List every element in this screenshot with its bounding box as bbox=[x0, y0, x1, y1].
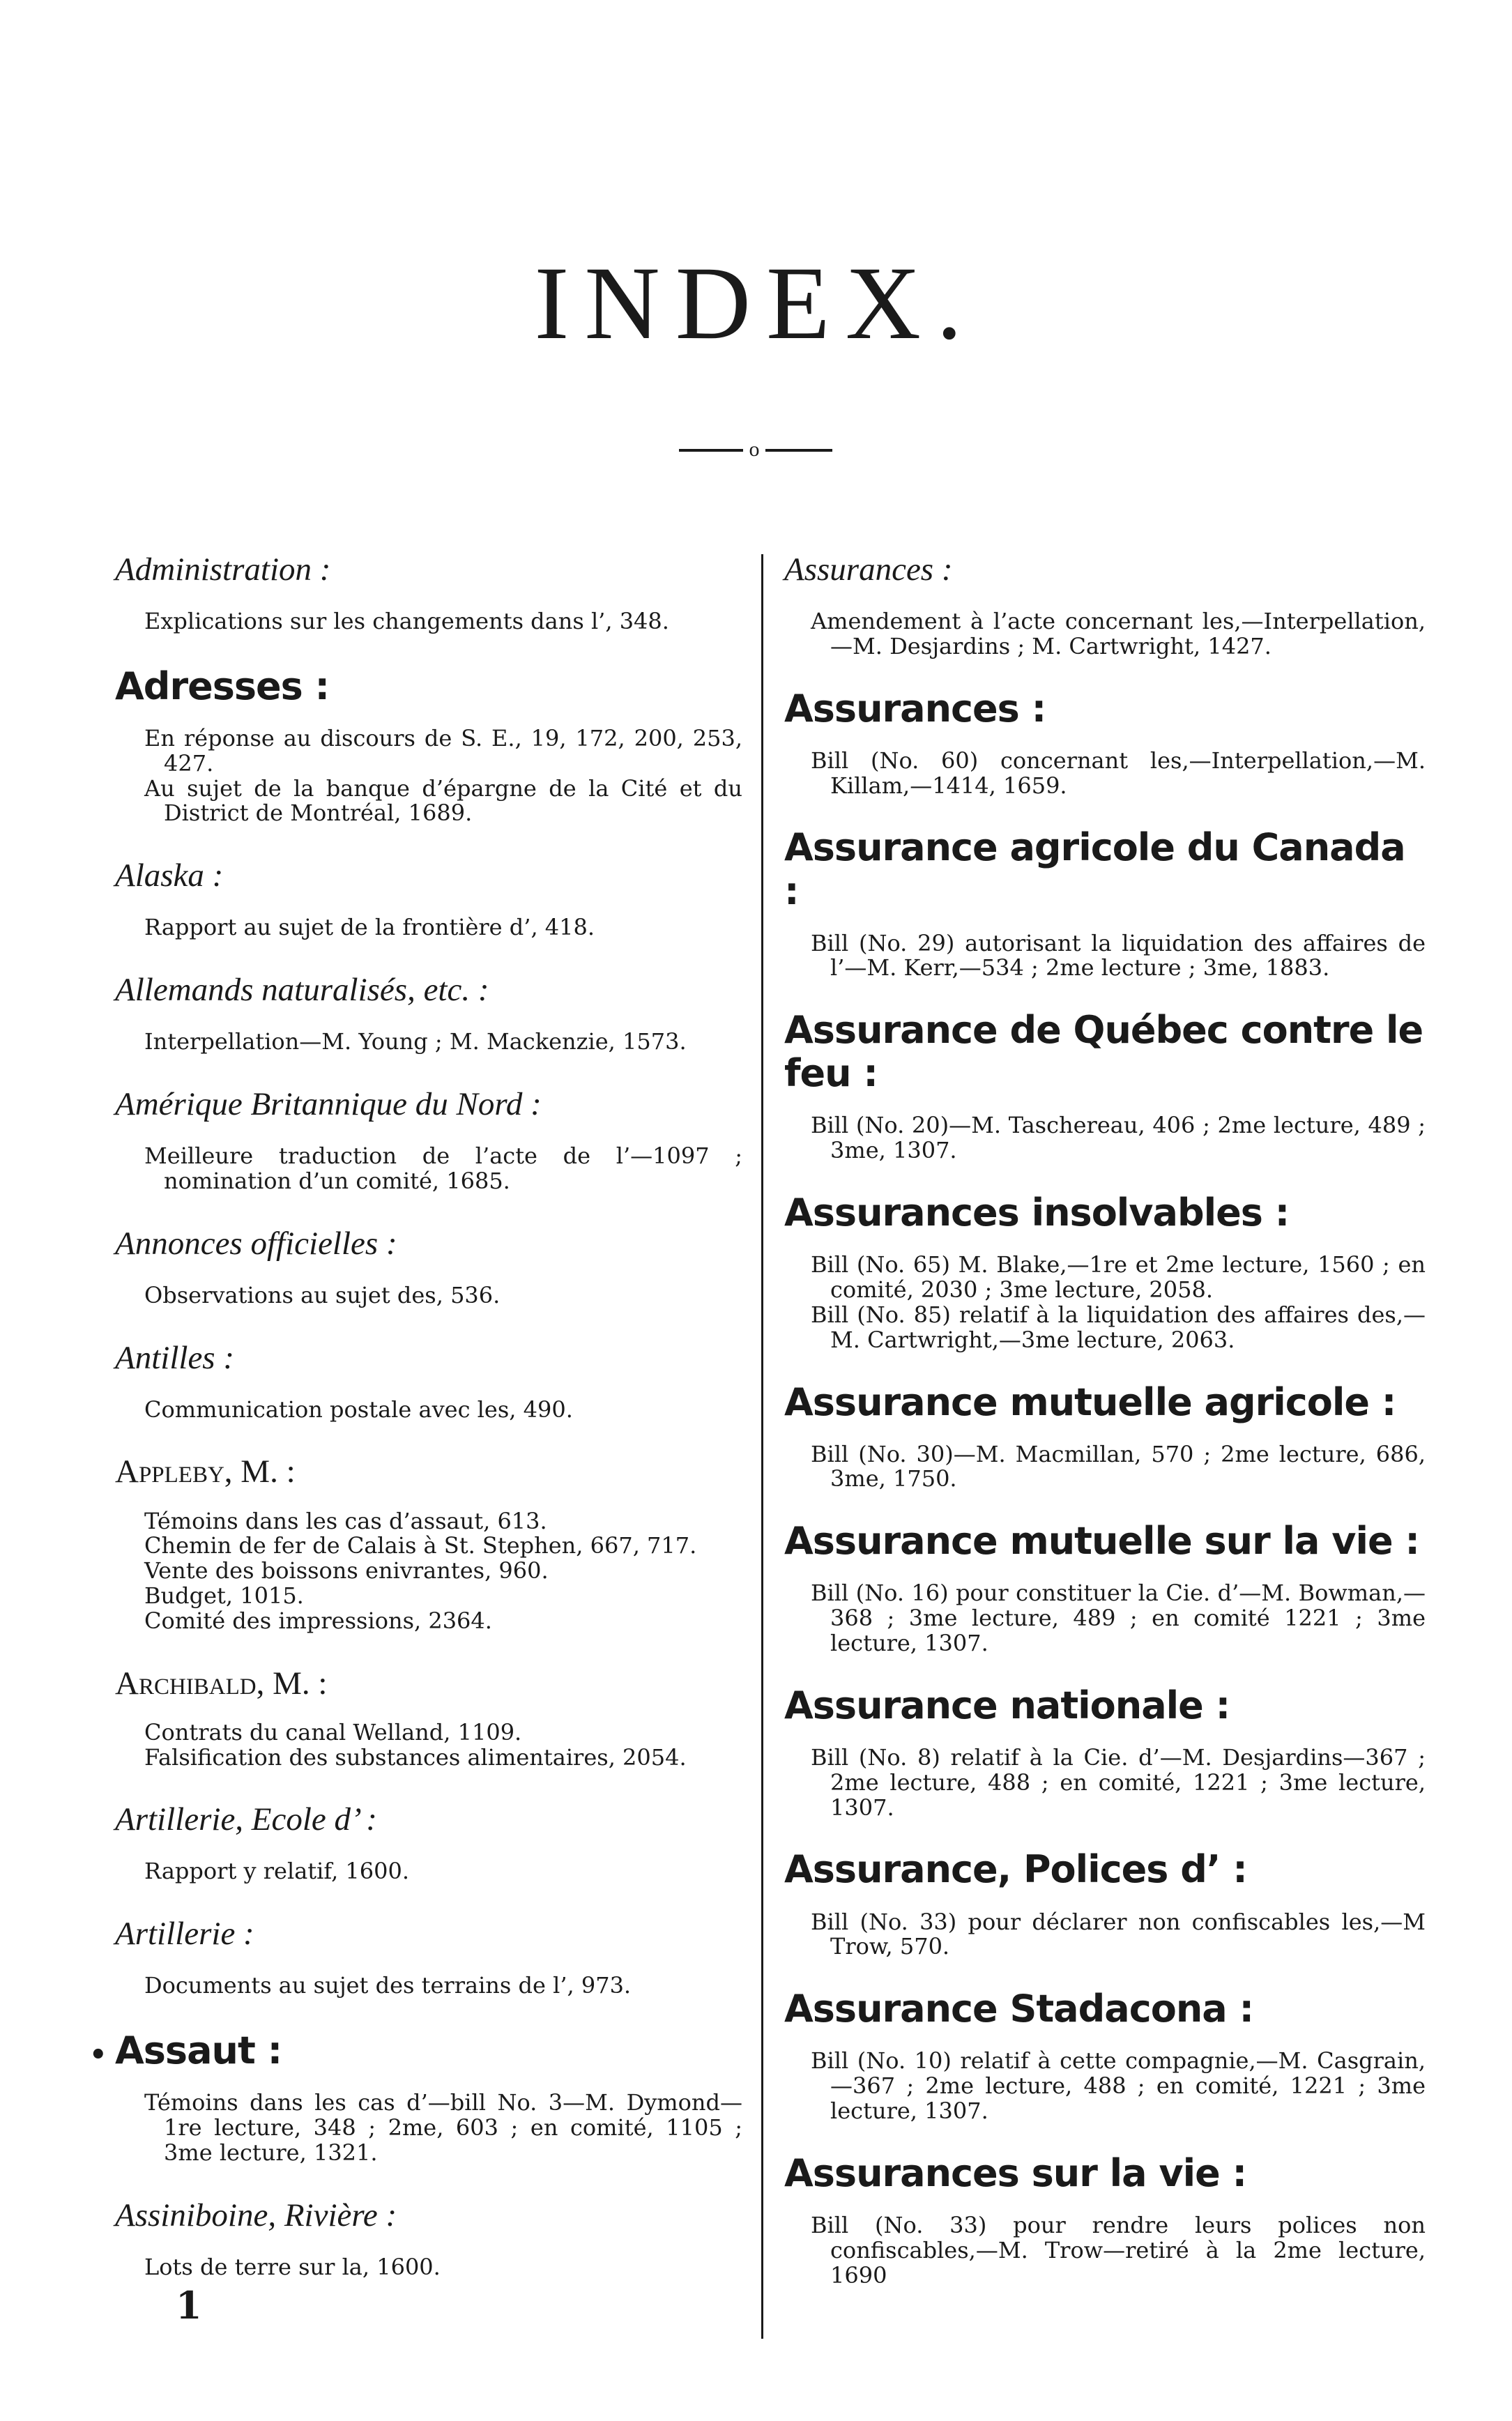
index-entry bbox=[784, 2152, 1426, 2289]
index-reference: Observations au sujet des, 536. bbox=[144, 1281, 501, 1308]
index-reference: Contrats du canal Welland, 1109. bbox=[144, 1718, 522, 1746]
index-reference: Lots de terre sur la, 1600. bbox=[144, 2253, 441, 2280]
index-entry bbox=[115, 1339, 742, 1423]
index-heading: Artillerie : bbox=[115, 1916, 254, 1953]
index-reference: Témoins dans les cas d’assaut, 613. bbox=[144, 1507, 547, 1534]
index-heading: Assurance de Québec contre le feu : bbox=[784, 1008, 1423, 1096]
index-heading: Appleby, M. : bbox=[115, 1453, 296, 1490]
index-heading: Administration : bbox=[115, 551, 331, 588]
index-heading: Assurance nationale : bbox=[784, 1683, 1230, 1727]
index-reference: Rapport au sujet de la frontière d’, 418. bbox=[144, 914, 595, 941]
index-entry bbox=[115, 2197, 742, 2280]
index-heading: Assaut : bbox=[115, 2029, 282, 2073]
index-entry bbox=[784, 551, 1426, 659]
index-entry bbox=[115, 2029, 742, 2166]
index-heading: Assurance, Polices d’ : bbox=[784, 1847, 1247, 1892]
index-reference: Documents au sujet des terrains de l’, 973. bbox=[144, 1972, 632, 1999]
index-entry bbox=[784, 1684, 1426, 1821]
index-reference: Au sujet de la banque d’épargne de la Cité et du District de Montréal, 1689. bbox=[144, 774, 742, 827]
index-heading: Amérique Britannique du Nord : bbox=[115, 1086, 542, 1123]
index-entry bbox=[115, 665, 742, 826]
index-reference: Falsification des substances alimentaires, 2054. bbox=[144, 1743, 687, 1771]
index-column-left bbox=[115, 551, 742, 2311]
index-reference: Rapport y relatif, 1600. bbox=[144, 1858, 410, 1885]
index-entry bbox=[784, 1191, 1426, 1352]
column-divider bbox=[761, 554, 763, 2339]
index-entry bbox=[784, 687, 1426, 799]
index-heading: Assurance mutuelle agricole : bbox=[784, 1380, 1396, 1424]
index-reference: Bill (No. 65) M. Blake,—1re et 2me lecture, 1560 ; en comité, 2030 ; 3me lecture, 2058. bbox=[811, 1251, 1426, 1304]
index-reference: En réponse au discours de S. E., 19, 172, 200, 253, 427. bbox=[144, 724, 742, 777]
index-reference: Interpellation—M. Young ; M. Mackenzie, 1573. bbox=[144, 1028, 687, 1055]
index-heading: Assurances insolvables : bbox=[784, 1191, 1290, 1235]
title-ornament bbox=[679, 439, 832, 460]
page-title: INDEX. bbox=[534, 245, 978, 361]
index-heading: Assiniboine, Rivière : bbox=[115, 2197, 397, 2233]
index-heading: Adresses : bbox=[115, 664, 330, 708]
index-heading: Artillerie, Ecole d’ : bbox=[115, 1801, 377, 1838]
index-entry bbox=[784, 1987, 1426, 2124]
index-reference: Bill (No. 20)—M. Taschereau, 406 ; 2me lecture, 489 ; 3me, 1307. bbox=[811, 1112, 1426, 1164]
index-heading: Assurances : bbox=[784, 686, 1046, 731]
index-entry bbox=[784, 1381, 1426, 1492]
index-reference: Témoins dans les cas d’—bill No. 3—M. Dymond—1re lecture, 348 ; 2me, 603 ; en comité, 1105 ; 3me lecture, 1321. bbox=[144, 2089, 742, 2166]
index-heading: Antilles : bbox=[115, 1339, 234, 1376]
index-reference: Bill (No. 30)—M. Macmillan, 570 ; 2me lecture, 686, 3me, 1750. bbox=[811, 1440, 1426, 1492]
index-reference: Bill (No. 29) autorisant la liquidation des affaires de l’—M. Kerr,—534 ; 2me lecture ; 3me, 1883. bbox=[811, 929, 1426, 982]
index-entry bbox=[115, 551, 742, 634]
index-entry bbox=[115, 1085, 742, 1194]
ornament-circle: o bbox=[749, 438, 760, 461]
index-entry bbox=[784, 826, 1426, 981]
index-heading: Archibald, M. : bbox=[115, 1665, 328, 1702]
index-entry bbox=[115, 1801, 742, 1884]
index-reference: Chemin de fer de Calais à St. Stephen, 667, 717. bbox=[144, 1532, 697, 1559]
index-heading: Assurance Stadacona : bbox=[784, 1987, 1254, 2031]
index-reference: Bill (No. 60) concernant les,—Interpellation,—M. Killam,—1414, 1659. bbox=[811, 747, 1426, 799]
index-heading: Assurances sur la vie : bbox=[784, 2151, 1247, 2195]
index-column-right bbox=[784, 551, 1426, 2316]
index-entry bbox=[115, 1665, 742, 1771]
index-heading: Assurance mutuelle sur la vie : bbox=[784, 1519, 1419, 1564]
index-entry bbox=[115, 1225, 742, 1308]
index-heading: Alaska : bbox=[115, 857, 224, 894]
index-heading: Annonces officielles : bbox=[115, 1225, 397, 1262]
index-reference: Comité des impressions, 2364. bbox=[144, 1607, 492, 1634]
index-entry bbox=[115, 971, 742, 1055]
index-reference: Bill (No. 33) pour déclarer non confiscables les,—M Trow, 570. bbox=[811, 1908, 1426, 1960]
ornament-rule-right bbox=[765, 449, 832, 452]
index-entry bbox=[115, 857, 742, 940]
index-entry bbox=[784, 1848, 1426, 1960]
index-heading: Assurance agricole du Canada : bbox=[784, 825, 1405, 913]
index-reference: Bill (No. 33) pour rendre leurs polices non confiscables,—M. Trow—retiré à la 2me lecture, 1690 bbox=[811, 2211, 1426, 2289]
index-reference: Bill (No. 8) relatif à la Cie. d’—M. Desjardins—367 ; 2me lecture, 488 ; en comité, 1221 ; 3me lecture, 1307. bbox=[811, 1743, 1426, 1821]
index-entry bbox=[784, 1520, 1426, 1656]
margin-bullet: • bbox=[89, 2039, 107, 2071]
index-heading: Allemands naturalisés, etc. : bbox=[115, 972, 489, 1009]
index-reference: Bill (No. 10) relatif à cette compagnie,—M. Casgrain,—367 ; 2me lecture, 488 ; en comité, 1221 ; 3me lecture, 1307. bbox=[811, 2047, 1426, 2124]
index-reference: Bill (No. 85) relatif à la liquidation des affaires des,—M. Cartwright,—3me lecture, 2063. bbox=[811, 1301, 1426, 1353]
index-reference: Vente des boissons enivrantes, 960. bbox=[144, 1557, 549, 1584]
index-entry bbox=[115, 1915, 742, 1999]
index-entry bbox=[784, 1009, 1426, 1163]
index-reference: Communication postale avec les, 490. bbox=[144, 1396, 573, 1423]
index-reference: Explications sur les changements dans l’, 348. bbox=[144, 608, 669, 635]
page-number: 1 bbox=[176, 2283, 202, 2328]
ornament-rule-left bbox=[679, 449, 743, 452]
index-entry bbox=[115, 1453, 742, 1633]
index-reference: Meilleure traduction de l’acte de l’—1097 ; nomination d’un comité, 1685. bbox=[144, 1143, 742, 1194]
index-reference: Amendement à l’acte concernant les,—Interpellation,—M. Desjardins ; M. Cartwright, 1427. bbox=[811, 608, 1426, 659]
index-heading: Assurances : bbox=[784, 551, 953, 588]
index-reference: Budget, 1015. bbox=[144, 1582, 304, 1610]
index-reference: Bill (No. 16) pour constituer la Cie. d’—M. Bowman,—368 ; 3me lecture, 489 ; en comité 1221 ; 3me lecture, 1307. bbox=[811, 1580, 1426, 1657]
